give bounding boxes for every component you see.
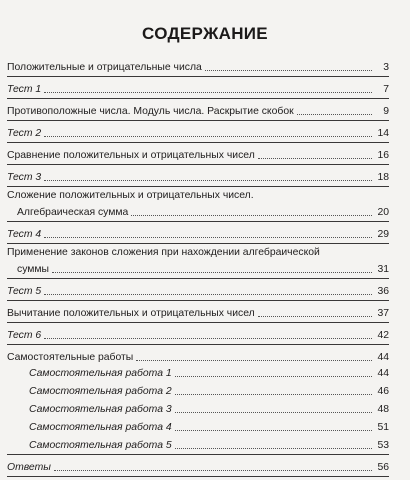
page-number: 48: [377, 404, 389, 415]
table-of-contents: [7, 58, 389, 480]
page-number: 44: [377, 352, 389, 363]
divider: [7, 278, 389, 279]
toc-entry-continuation: [7, 203, 389, 219]
leader-dots: [44, 180, 372, 181]
leader-dots: [52, 272, 372, 273]
page-number: 9: [383, 106, 389, 117]
divider: [7, 221, 389, 222]
entry-title: Самостоятельная работа 3: [29, 404, 172, 415]
toc-entry[interactable]: [7, 102, 389, 118]
entry-title: Ответы: [7, 462, 51, 473]
leader-dots: [44, 294, 372, 295]
leader-dots: [44, 92, 372, 93]
page-number: 53: [377, 440, 389, 451]
leader-dots: [131, 215, 372, 216]
toc-entry-continuation: [7, 260, 389, 276]
entry-title: Тест 2: [7, 128, 42, 139]
toc-entry-test[interactable]: [7, 168, 389, 184]
toc-entry-multiline[interactable]: [7, 247, 389, 276]
page-number: 14: [377, 128, 389, 139]
leader-dots: [44, 136, 372, 137]
page-number: 16: [377, 150, 389, 161]
entry-title-line2: суммы: [17, 264, 50, 275]
leader-dots: [297, 114, 372, 115]
entry-title-line1: Применение законов сложения при нахождении алгебраической: [7, 247, 320, 258]
entry-title: Тест 6: [7, 330, 42, 341]
leader-dots: [175, 376, 372, 377]
leader-dots: [175, 394, 372, 395]
toc-entry[interactable]: [7, 304, 389, 320]
toc-entry[interactable]: [7, 348, 389, 364]
toc-entry-test[interactable]: [7, 80, 389, 96]
divider: [7, 186, 389, 187]
page-number: 51: [377, 422, 389, 433]
leader-dots: [258, 158, 372, 159]
page-number: 56: [377, 462, 389, 473]
page-number: 44: [377, 368, 389, 379]
toc-subentry[interactable]: [7, 400, 389, 416]
entry-title-line1: Сложение положительных и отрицательных чисел.: [7, 190, 254, 201]
entry-title: Вычитание положительных и отрицательных чисел: [7, 308, 255, 319]
toc-entry[interactable]: [7, 58, 389, 74]
divider: [7, 454, 389, 455]
toc-entry[interactable]: [7, 146, 389, 162]
toc-entry-test[interactable]: [7, 124, 389, 140]
divider: [7, 344, 389, 345]
toc-entry-test[interactable]: [7, 282, 389, 298]
page-number: 36: [377, 286, 389, 297]
entry-title: Тест 4: [7, 229, 42, 240]
entry-title: Тест 5: [7, 286, 42, 297]
leader-dots: [54, 470, 372, 471]
leader-dots: [44, 237, 372, 238]
toc-entry-multiline[interactable]: [7, 190, 389, 219]
toc-entry-answers[interactable]: [7, 458, 389, 474]
divider: [7, 164, 389, 165]
page-number: 3: [383, 62, 389, 73]
entry-title: Самостоятельные работы: [7, 352, 134, 363]
divider: [7, 142, 389, 143]
leader-dots: [175, 412, 372, 413]
toc-subentry[interactable]: [7, 436, 389, 452]
page-title: СОДЕРЖАНИЕ: [142, 24, 268, 43]
page-number: 37: [377, 308, 389, 319]
divider: [7, 322, 389, 323]
toc-subentry[interactable]: [7, 364, 389, 380]
divider: [7, 476, 389, 477]
leader-dots: [258, 316, 372, 317]
divider: [7, 300, 389, 301]
page-number: 31: [377, 264, 389, 275]
entry-title: Противоположные числа. Модуль числа. Раскрытие скобок: [7, 106, 294, 117]
leader-dots: [44, 338, 372, 339]
leader-dots: [136, 360, 372, 361]
page-number: 20: [377, 207, 389, 218]
entry-title: Самостоятельная работа 4: [29, 422, 172, 433]
divider: [7, 76, 389, 77]
divider: [7, 243, 389, 244]
leader-dots: [175, 448, 372, 449]
toc-subentry[interactable]: [7, 418, 389, 434]
page-number: 18: [377, 172, 389, 183]
divider: [7, 120, 389, 121]
leader-dots: [205, 70, 372, 71]
entry-title: Сравнение положительных и отрицательных чисел: [7, 150, 255, 161]
entry-title: Самостоятельная работа 2: [29, 386, 172, 397]
toc-entry-test[interactable]: [7, 326, 389, 342]
page-number: 29: [377, 229, 389, 240]
entry-title: Положительные и отрицательные числа: [7, 62, 202, 73]
leader-dots: [175, 430, 372, 431]
entry-title: Тест 1: [7, 84, 42, 95]
page-number: 46: [377, 386, 389, 397]
entry-title: Самостоятельная работа 1: [29, 368, 172, 379]
toc-subentry[interactable]: [7, 382, 389, 398]
entry-title-line2: Алгебраическая сумма: [17, 207, 129, 218]
entry-title: Самостоятельная работа 5: [29, 440, 172, 451]
toc-entry-test[interactable]: [7, 225, 389, 241]
entry-title: Тест 3: [7, 172, 42, 183]
page-number: 42: [377, 330, 389, 341]
divider: [7, 98, 389, 99]
page-number: 7: [383, 84, 389, 95]
